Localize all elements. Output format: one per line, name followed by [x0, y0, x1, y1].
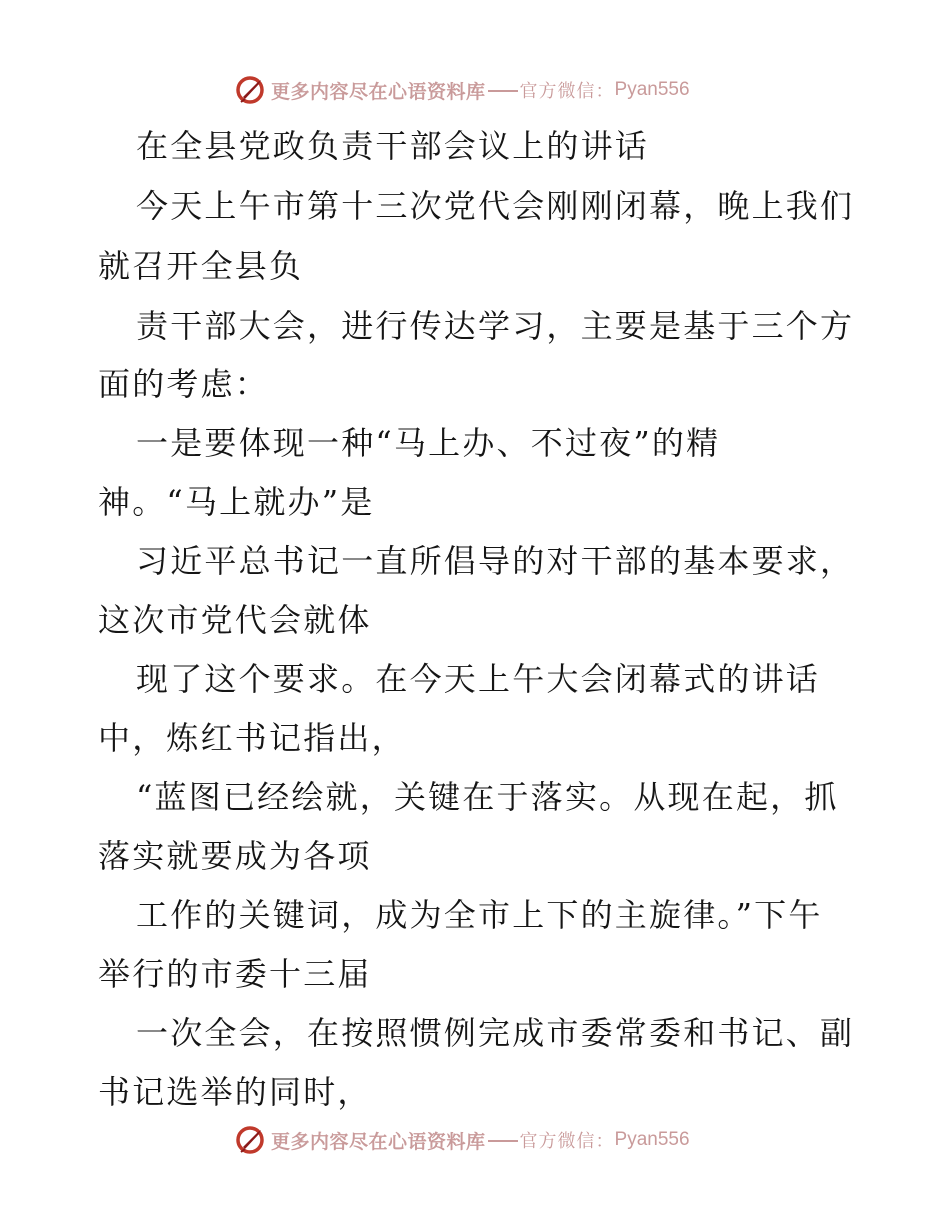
body-line: 这次市党代会就体	[98, 601, 372, 639]
watermark-dash	[488, 1140, 518, 1142]
watermark-wechat-id: Pyan556	[614, 1129, 690, 1150]
watermark-wechat-label: 官方微信：	[519, 81, 615, 102]
watermark-wechat-id: Pyan556	[614, 79, 690, 100]
body-line: 面的考虑：	[98, 365, 270, 403]
body-line: “蓝图已经绘就，关键在于落实。从现在起，抓	[136, 778, 839, 816]
body-line: 一次全会，在按照惯例完成市委常委和书记、副	[136, 1014, 855, 1052]
body-line: 就召开全县负	[98, 247, 304, 285]
body-line: 中，炼红书记指出，	[98, 719, 406, 757]
watermark-brand-text: 更多内容尽在心语资料库	[271, 80, 486, 103]
quill-logo-icon	[234, 74, 266, 106]
watermark-brand-text: 更多内容尽在心语资料库	[271, 1130, 486, 1153]
document-title: 在全县党政负责干部会议上的讲话	[136, 127, 650, 165]
body-line: 书记选举的同时，	[98, 1073, 372, 1111]
body-line: 工作的关键词，成为全市上下的主旋律。”下午	[136, 896, 823, 934]
watermark-banner-bottom	[234, 1123, 734, 1157]
body-line: 今天上午市第十三次党代会刚刚闭幕，晚上我们	[136, 187, 855, 225]
body-line: 习近平总书记一直所倡导的对干部的基本要求，	[136, 542, 855, 580]
body-line: 落实就要成为各项	[98, 837, 372, 875]
body-line: 神。“马上就办”是	[98, 483, 375, 521]
body-line: 责干部大会，进行传达学习，主要是基于三个方	[136, 307, 855, 345]
quill-logo-icon	[234, 1124, 266, 1156]
watermark-banner-top	[234, 73, 734, 107]
body-line: 举行的市委十三届	[98, 955, 372, 993]
watermark-wechat-label: 官方微信：	[519, 1131, 615, 1152]
body-line: 一是要体现一种“马上办、不过夜”的精	[136, 424, 721, 462]
body-line: 现了这个要求。在今天上午大会闭幕式的讲话	[136, 660, 821, 698]
watermark-dash	[488, 90, 518, 92]
